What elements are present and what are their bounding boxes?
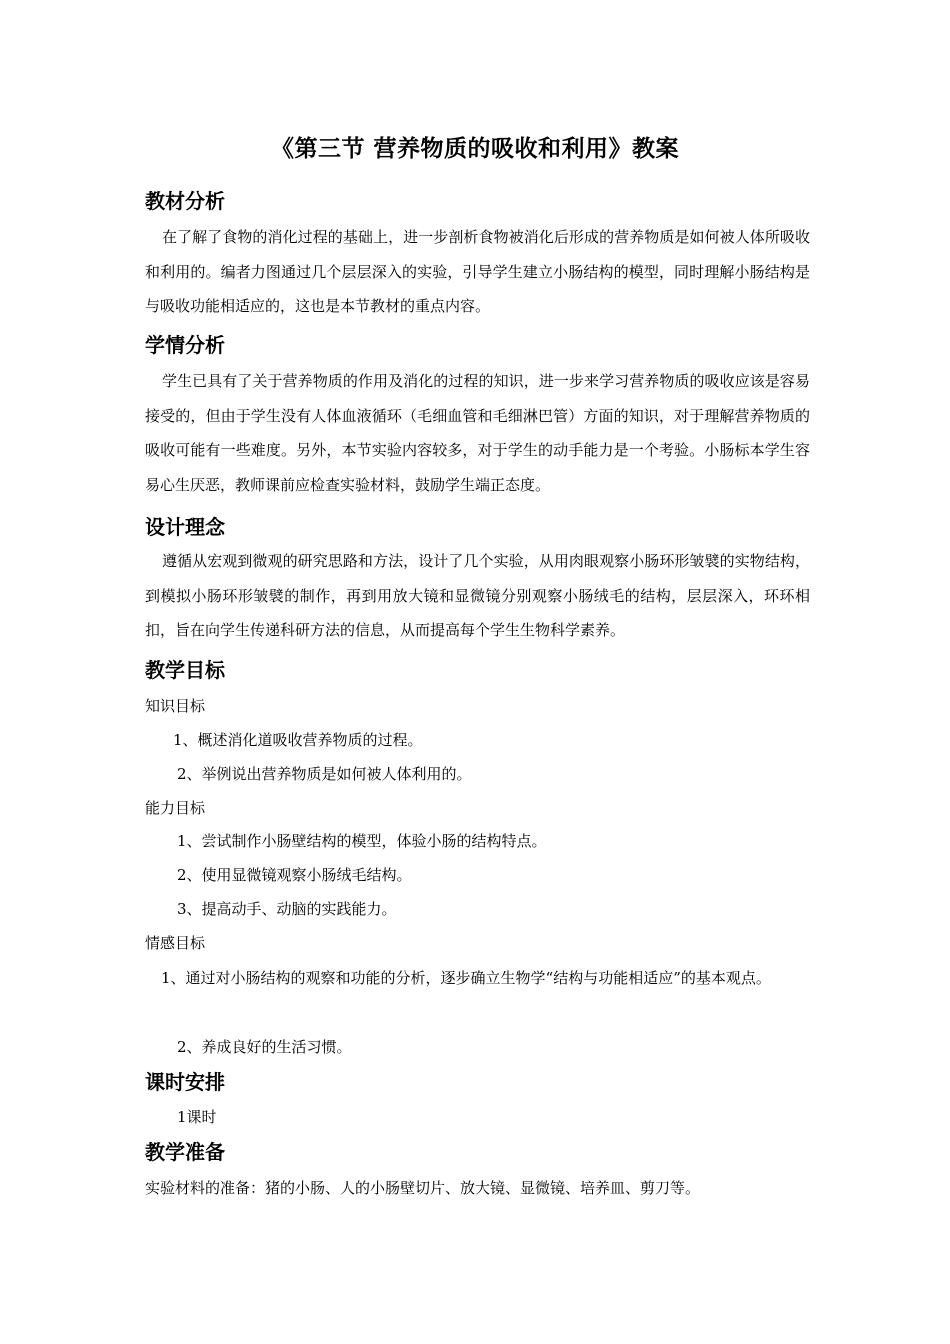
- goal-item-ability-3: 3、提高动手、动脑的实践能力。: [177, 900, 397, 918]
- schedule-text: 1课时: [177, 1108, 217, 1126]
- document-title: 《第三节 营养物质的吸收和利用》教案: [270, 136, 679, 162]
- goal-item-ability-2: 2、使用显微镜观察小肠绒毛结构。: [177, 866, 412, 884]
- section-heading-design-concept: 设计理念: [145, 515, 225, 539]
- section-paragraph-student-analysis: 学生已具有了关于营养物质的作用及消化的过程的知识，进一步来学习营养物质的吸收应该是容易接受的，但由于学生没有人体血液循环（毛细血管和毛细淋巴管）方面的知识，对于理解营养物质的吸收可能有一些难度。另外，本节实验内容较多，对于学生的动手能力是一个考验。小肠标本学生容易心生厌恶，教师课前应检查实验材料，鼓励学生端正态度。: [145, 372, 810, 494]
- preparation-text: 实验材料的准备：猪的小肠、人的小肠壁切片、放大镜、显微镜、培养皿、剪刀等。: [145, 1179, 701, 1197]
- section-heading-teaching-goals: 教学目标: [145, 658, 225, 682]
- goal-label-knowledge: 知识目标: [145, 697, 206, 715]
- section-heading-student-analysis: 学情分析: [145, 333, 225, 357]
- section-paragraph-design-concept: 遵循从宏观到微观的研究思路和方法，设计了几个实验，从用肉眼观察小肠环形皱襞的实物结构，到模拟小肠环形皱襞的制作，再到用放大镜和显微镜分别观察小肠绒毛的结构，层层深入，环环相扣，旨在向学生传递科研方法的信息，从而提高每个学生生物科学素养。: [145, 552, 810, 639]
- goal-item-knowledge-1: 1、概述消化道吸收营养物质的过程。: [173, 731, 423, 749]
- goal-item-emotion-1: 1、通过对小肠结构的观察和功能的分析，逐步确立生物学“结构与功能相适应”的基本观点。: [161, 969, 771, 987]
- goal-label-emotion: 情感目标: [145, 934, 206, 952]
- section-heading-preparation: 教学准备: [145, 1140, 225, 1164]
- goal-label-ability: 能力目标: [145, 799, 206, 817]
- goal-item-emotion-2: 2、养成良好的生活习惯。: [177, 1038, 352, 1056]
- section-heading-schedule: 课时安排: [145, 1070, 225, 1094]
- section-paragraph-textbook-analysis: 在了解了食物的消化过程的基础上，进一步剖析食物被消化后形成的营养物质是如何被人体所吸收和利用的。编者力图通过几个层层深入的实验，引导学生建立小肠结构的模型，同时理解小肠结构是与吸收功能相适应的，这也是本节教材的重点内容。: [145, 228, 810, 315]
- goal-item-ability-1: 1、尝试制作小肠壁结构的模型，体验小肠的结构特点。: [177, 832, 547, 850]
- section-heading-textbook-analysis: 教材分析: [145, 189, 225, 213]
- goal-item-knowledge-2: 2、举例说出营养物质是如何被人体利用的。: [177, 765, 472, 783]
